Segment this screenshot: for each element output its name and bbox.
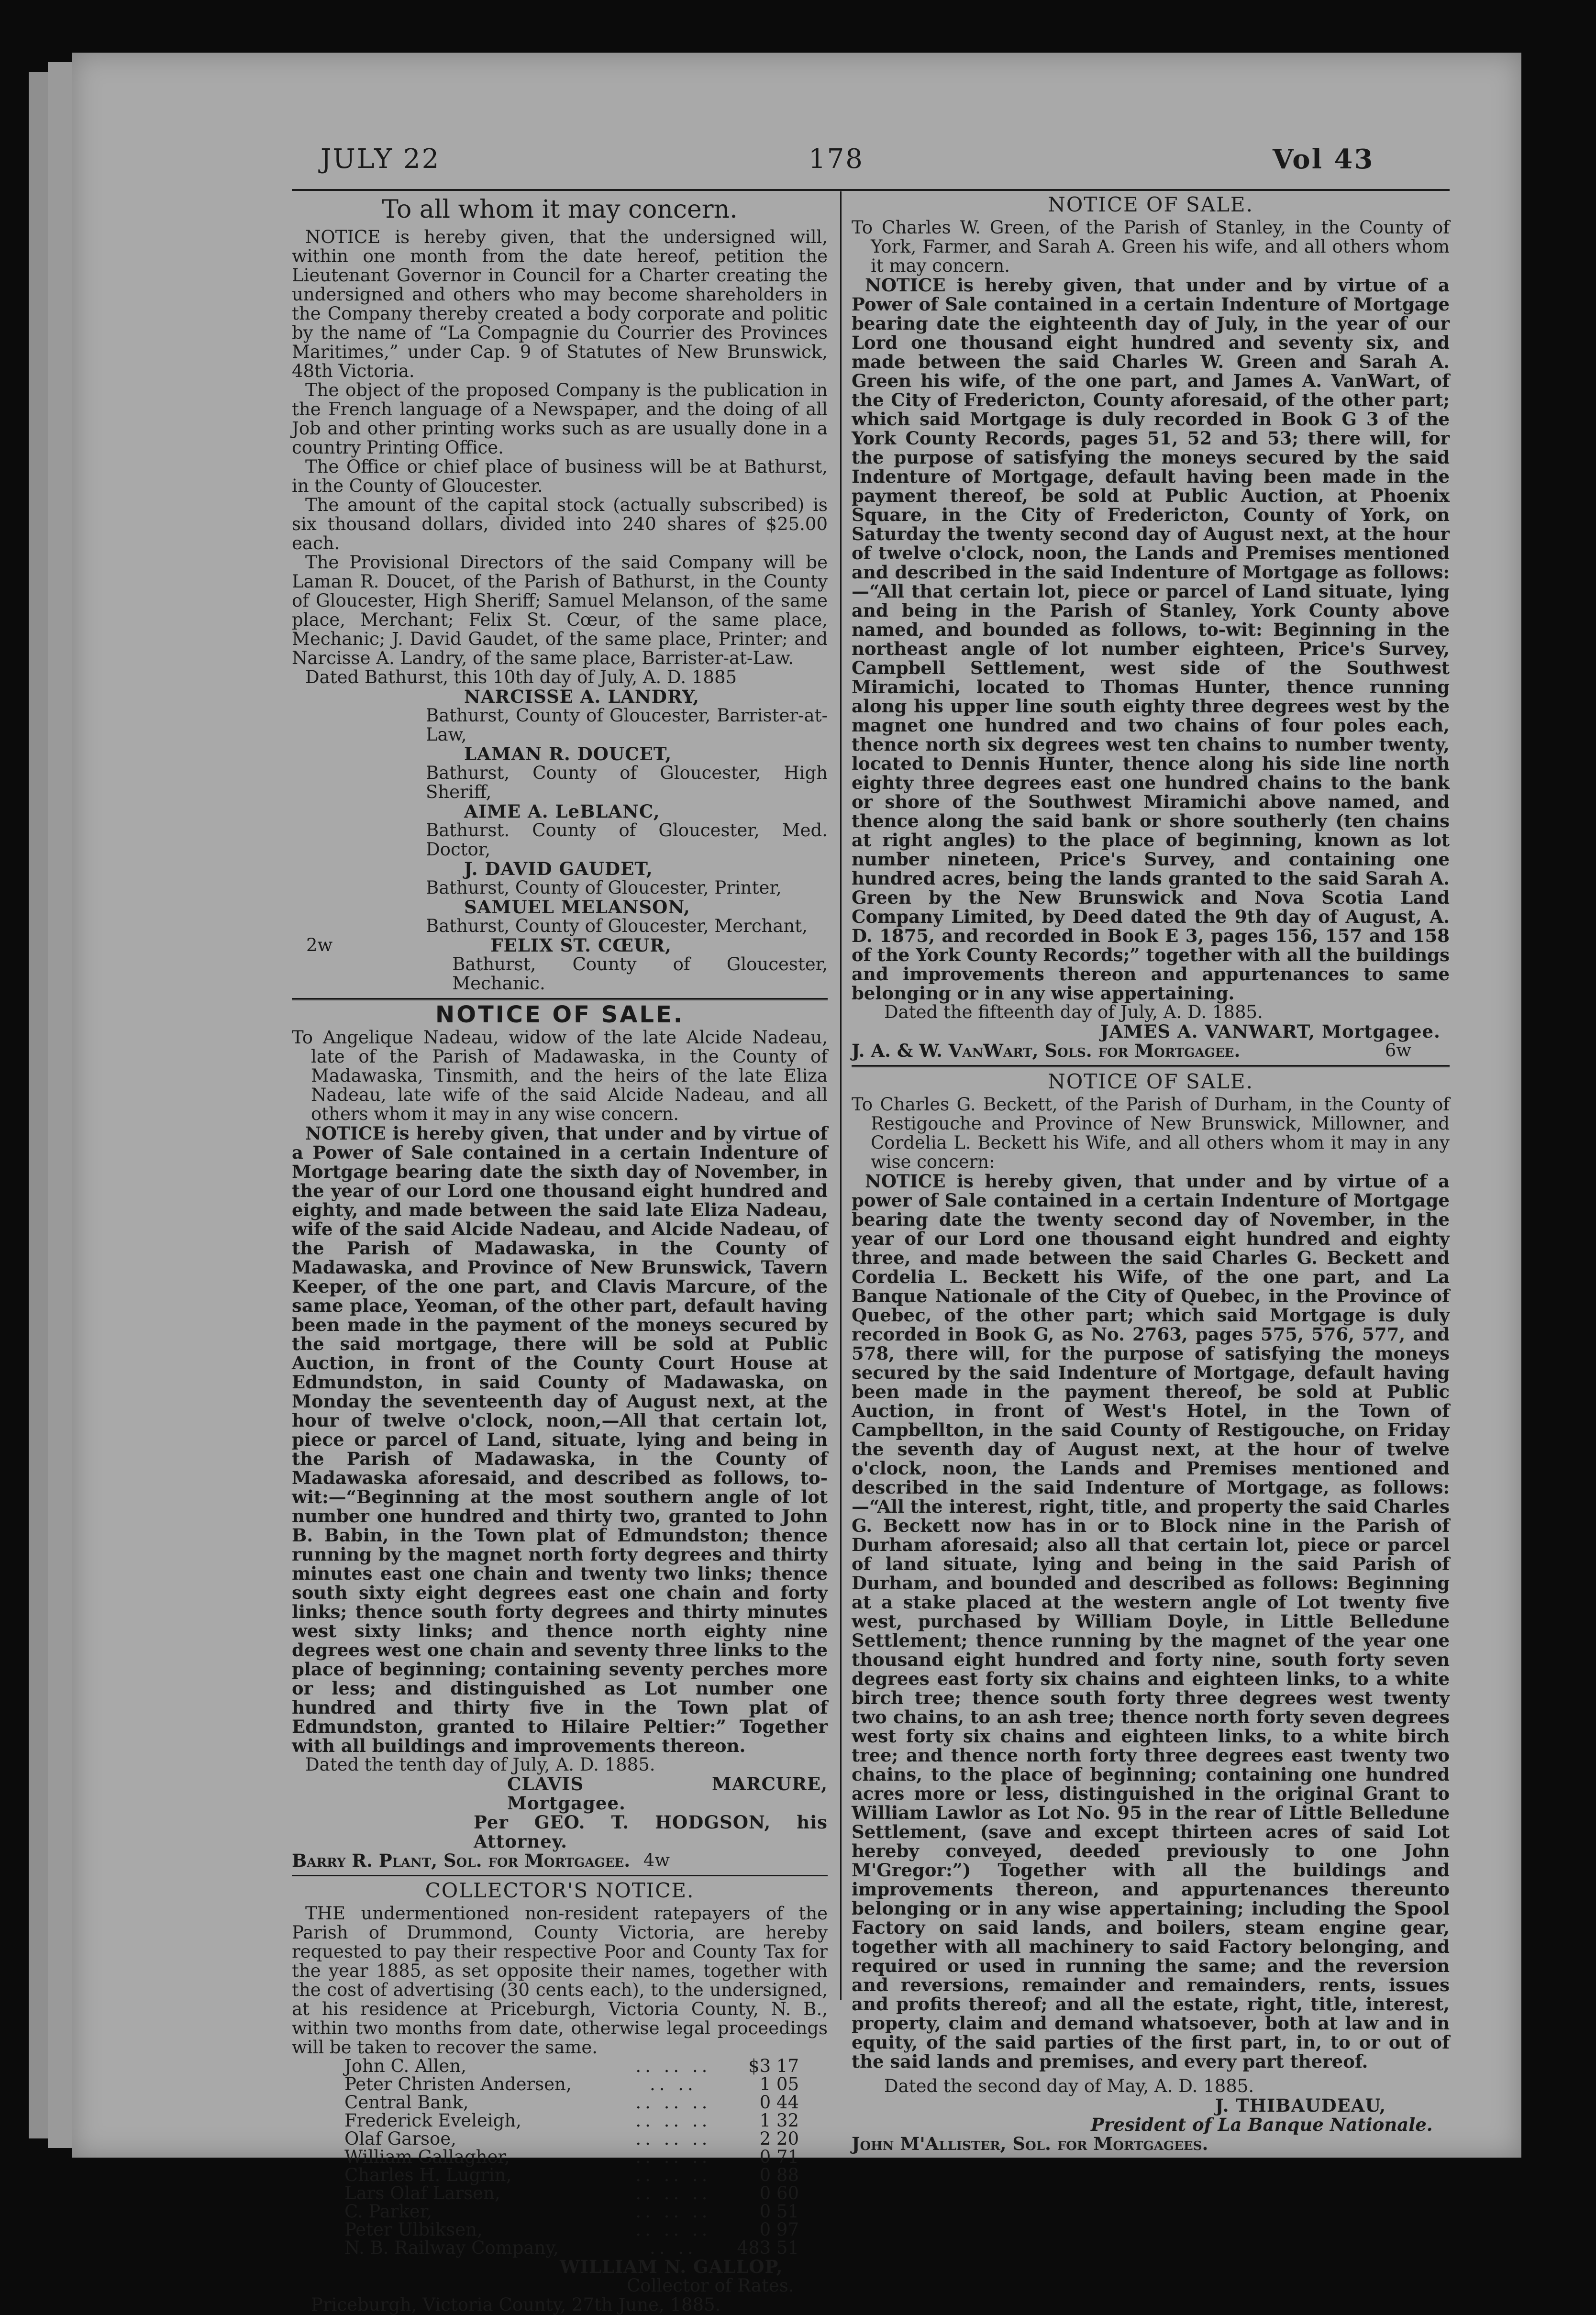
collector-name: WILLIAM N. GALLOP,	[560, 2256, 783, 2277]
ratepayer-name: N. B. Railway Company,	[344, 2237, 559, 2258]
header-date: JULY 22	[321, 144, 441, 175]
york-sale-notice	[852, 195, 1450, 1060]
ratepayer-name: Peter Christen Andersen,	[344, 2074, 572, 2094]
header-rule	[292, 189, 1450, 191]
table-row	[292, 2239, 828, 2257]
tax-amount: 0 51	[759, 2201, 799, 2222]
collectors-notice-body: THE undermentioned non-resident ratepayers of the Parish of Drummond, County Victoria, are hereby requested to pay their respective Poor and County Tax for the year 1885, as set opposite their names, together with the cost of advertising (30 cents each), to the undersigned, at his residence at Priceburgh, Victoria County, N. B., within two months from date, otherwise legal proceedings will be taken to recover the same.	[292, 1903, 828, 2058]
madawaska-sale-solicitor-row	[292, 1851, 828, 1870]
article-divider	[292, 998, 828, 1000]
incorporation-notice-title: To all whom it may concern.	[382, 195, 738, 224]
newspaper-page	[72, 53, 1521, 2315]
leader-dots: .. ..	[649, 2237, 697, 2258]
restigouche-sale-signer: J. THIBAUDEAU,	[1215, 2095, 1386, 2116]
york-sale-addressee: To Charles W. Green, of the Parish of Stanley, in the County of York, Farmer, and Sarah A. Green his wife, and all others whom it may concern.	[852, 217, 1450, 276]
table-row	[292, 2093, 828, 2112]
signatory	[292, 744, 828, 802]
madawaska-sale-notice	[292, 1001, 828, 1871]
leader-dots: .. .. ..	[635, 2128, 711, 2149]
leader-dots: .. .. ..	[635, 2110, 711, 2131]
signatory-name: J. DAVID GAUDET,	[464, 858, 653, 879]
ratepayer-name: C. Parker,	[344, 2201, 432, 2222]
signatory-block	[332, 936, 828, 993]
leader-dots: .. .. ..	[635, 2147, 711, 2167]
column-divider	[840, 191, 842, 2000]
signatory	[292, 687, 828, 744]
table-row	[292, 2148, 828, 2166]
york-sale-dated: Dated the fifteenth day of July, A. D. 1885.	[884, 1002, 1263, 1022]
incorporation-notice	[292, 195, 828, 993]
collectors-notice-place-date: Priceburgh, Victoria County, 27th June, 1885.	[311, 2294, 721, 2315]
madawaska-sale-addressee: To Angelique Nadeau, widow of the late Alcide Nadeau, late of the Parish of Madawaska, in the County of Madawaska, Tinsmith, and the heirs of the late Eliza Nadeau, late wife of the said Alcide Nadeau, and all others whom it may in any wise concern.	[292, 1027, 828, 1124]
collectors-notice-title: COLLECTOR'S NOTICE.	[425, 1879, 695, 1902]
leader-dots: .. .. ..	[635, 2056, 711, 2076]
tax-amount: 0 71	[759, 2147, 799, 2167]
incorporation-notice-para: The object of the proposed Company is the publication in the French language of a Newspaper, and the doing of all Job and other printing works such as are usually done in a country Printing Office.	[292, 380, 828, 458]
left-column	[292, 192, 828, 2315]
incorporation-notice-para: NOTICE is hereby given, that the undersigned will, within one month from the date hereof, petition the Lieutenant Governor in Council for a Charter creating the undersigned and others who may become shareholders in the Company thereby created a body corporate and politic by the name of “La Compagnie du Courrier des Provinces Maritimes,” under Cap. 9 of Statutes of New Brunswick, 48th Victoria.	[292, 227, 828, 381]
leader-dots: .. .. ..	[635, 2092, 711, 2113]
signatory-name: SAMUEL MELANSON,	[464, 897, 690, 918]
incorporation-notice-para: The Office or chief place of business will be at Bathurst, in the County of Gloucester.	[292, 456, 828, 496]
table-row	[292, 2203, 828, 2221]
madawaska-sale-body: NOTICE is hereby given, that under and by virtue of a Power of Sale contained in a certain Indenture of Mortgage bearing date the sixth day of November, in the year of our Lord one thousand eight hundred and eighty, and made between the said late Eliza Nadeau, wife of the said Alcide Nadeau, and Alcide Nadeau, of the Parish of Madawaska, in the County of Madawaska, and Province of New Brunswick, Tavern Keeper, of the one part, and Clavis Marcure, of the same place, Yeoman, of the other part, default having been made in the payment of the moneys secured by the said mortgage, there will be sold at Public Auction, in front of the County Court House at Edmundston, in said County of Madawaska, on Monday the seventeenth day of August next, at the hour of twelve o'clock, noon,—All that certain lot, piece or parcel of Land, situate, lying and being in the Parish of Madawaska, in the County of Madawaska aforesaid, and described as follows, to-wit:—“Beginning at the most southern angle of lot number one hundred and thirty two, granted to John B. Babin, in the Town plat of Edmundston; thence running by the magnet north forty degrees and thirty minutes east one chain and twenty two links; thence south sixty eight degrees east one chain and forty links; thence south forty degrees and thirty minutes west sixty links; and thence north eighty nine degrees west one chain and seventy three links to the place of beginning; containing seventy perches more or less; and distinguished as Lot number one hundred and thirty five in the Town plat of Edmundston, granted to Hilaire Peltier:” Together with all buildings and improvements thereon.	[292, 1123, 828, 1756]
restigouche-sale-solicitor: John M'Allister, Sol. for Mortgagees.	[852, 2133, 1208, 2154]
signatory-desc: Bathurst, County of Gloucester, High Sheriff,	[426, 763, 828, 802]
signatory-name: NARCISSE A. LANDRY,	[464, 686, 699, 707]
signatory-name: FELIX ST. CŒUR,	[490, 935, 672, 956]
restigouche-sale-notice	[852, 1072, 1450, 2153]
tax-amount: 1 05	[759, 2074, 799, 2094]
signatory-desc: Bathurst, County of Gloucester, Merchant,	[426, 916, 808, 936]
incorporation-notice-dated: Dated Bathurst, this 10th day of July, A. D. 1885	[305, 667, 737, 687]
restigouche-sale-addressee: To Charles G. Beckett, of the Parish of Durham, in the County of Restigouche and Province of New Brunswick, Millowner, and Cordelia L. Beckett his Wife, and all others whom it may in any wise concern:	[852, 1094, 1450, 1172]
madawaska-sale-attorney: Per GEO. T. HODGSON, his Attorney.	[474, 1812, 828, 1852]
insertion-count: 2w	[306, 935, 333, 955]
ratepayer-table	[292, 2057, 828, 2257]
collector-title: Collector of Rates.	[627, 2275, 794, 2296]
signatory	[292, 802, 828, 859]
tax-amount: 0 44	[759, 2092, 799, 2113]
ratepayer-name: William Gallagher,	[344, 2147, 510, 2167]
leader-dots: .. .. ..	[635, 2165, 711, 2185]
signatory	[292, 897, 828, 936]
article-divider	[292, 1875, 828, 1876]
signatory-desc: Bathurst, County of Gloucester, Printer,	[426, 877, 782, 898]
signatory-desc: Bathurst. County of Gloucester, Med. Doctor,	[426, 820, 828, 860]
table-row	[292, 2057, 828, 2075]
ratepayer-name: John C. Allen,	[344, 2056, 466, 2076]
tax-amount: 0 60	[759, 2183, 799, 2204]
madawaska-sale-mortgagee: CLAVIS MARCURE, Mortgagee.	[507, 1773, 828, 1814]
table-row	[292, 2221, 828, 2239]
restigouche-sale-signer-title: President of La Banque Nationale.	[1091, 2114, 1433, 2135]
york-sale-mortgagee: JAMES A. VANWART, Mortgagee.	[1100, 1021, 1441, 1042]
leader-dots: .. .. ..	[635, 2201, 711, 2222]
collectors-notice	[292, 1881, 828, 2315]
tax-amount: 0 97	[759, 2219, 799, 2240]
header-volume: Vol 43	[1273, 144, 1374, 175]
york-sale-solicitor: J. A. & W. VanWart, Sols. for Mortgagee.	[852, 1040, 1241, 1061]
ratepayer-name: Olaf Garsoe,	[344, 2128, 456, 2149]
table-row	[292, 2130, 828, 2148]
tax-amount: 483 51	[737, 2237, 799, 2258]
ratepayer-name: Peter Ulbiksen,	[344, 2219, 483, 2240]
ratepayer-name: Central Bank,	[344, 2092, 469, 2113]
leader-dots: .. .. ..	[635, 2183, 711, 2204]
ratepayer-name: Frederick Eveleigh,	[344, 2110, 521, 2131]
signatory-desc: Bathurst, County of Gloucester, Barrister-at-Law,	[426, 705, 828, 745]
leader-dots: .. ..	[649, 2074, 697, 2094]
tax-amount: 2 20	[759, 2128, 799, 2149]
york-sale-title: NOTICE OF SALE.	[1048, 193, 1253, 216]
leader-dots: .. .. ..	[635, 2219, 711, 2240]
insertion-count: 6w	[1385, 1040, 1411, 1061]
right-column	[852, 195, 1450, 2153]
madawaska-sale-solicitor: Barry R. Plant, Sol. for Mortgagee.	[292, 1850, 631, 1871]
incorporation-notice-para: The amount of the capital stock (actually subscribed) is six thousand dollars, divided into 240 shares of $25.00 each.	[292, 495, 828, 554]
table-row	[292, 2075, 828, 2093]
tax-amount: 1 32	[759, 2110, 799, 2131]
signatory	[292, 936, 828, 993]
signatory-desc: Bathurst, County of Gloucester, Mechanic.	[452, 954, 828, 994]
york-sale-solicitor-row	[852, 1041, 1450, 1060]
table-row	[292, 2166, 828, 2184]
incorporation-notice-para: The Provisional Directors of the said Company will be Laman R. Doucet, of the Parish of Bathurst, in the County of Gloucester, High Sheriff; Samuel Melanson, of the same place, Merchant; Felix St. Cœur, of the same place, Mechanic; J. David Gaudet, of the same place, Printer; and Narcisse A. Landry, of the same place, Barrister-at-Law.	[292, 552, 828, 668]
signatory-name: LAMAN R. DOUCET,	[464, 743, 672, 764]
ratepayer-name: Lars Olaf Larsen,	[344, 2183, 500, 2204]
signatory-name: AIME A. LeBLANC,	[464, 801, 660, 822]
restigouche-sale-dated: Dated the second day of May, A. D. 1885.	[884, 2076, 1254, 2096]
tax-amount: $3 17	[748, 2056, 799, 2076]
york-sale-body: NOTICE is hereby given, that under and by virtue of a Power of Sale contained in a certain Indenture of Mortgage bearing date the eighteenth day of July, in the year of our Lord one thousand eight hundred and seventy six, and made between the said Charles W. Green and Sarah A. Green his wife, of the one part, and James A. VanWart, of the City of Fredericton, County aforesaid, of the other part; which said Mortgage is duly recorded in Book G 3 of the York County Records, pages 51, 52 and 53; there will, for the purpose of satisfying the moneys secured by the said Indenture of Mortgage, default having been made in the payment thereof, be sold at Public Auction, at Phoenix Square, in the City of Fredericton, County of York, on Saturday the twenty second day of August next, at the hour of twelve o'clock, noon, the Lands and Premises mentioned and described in the said Indenture of Mortgage as follows:—“All that certain lot, piece or parcel of Land situate, lying and being in the Parish of Stanley, York County above named, and bounded as follows, to-wit: Beginning in the northeast angle of lot number eighteen, Price's Survey, Campbell Settlement, west side of the Southwest Miramichi, located to Thomas Hunter, thence running along his upper line south eighty three degrees west by the magnet one hundred and two chains of four poles each, thence north six degrees west ten chains to number twenty, located to Dennis Hunter, thence along his side line north eighty three degrees east one hundred chains to the bank or shore of the Southwest Miramichi above named, and thence along the said bank or shore southerly (ten chains at right angles) to the place of beginning, known as lot number nineteen, Price's Survey, and containing one hundred acres, being the lands granted to the said Sarah A. Green by the New Brunswick and Nova Scotia Land Company Limited, by Deed dated the 9th day of August, A. D. 1875, and recorded in Book E 3, pages 156, 157 and 158 of the York County Records;” together with all the buildings and improvements thereon and appurtenances to same belonging or in any wise appertaining.	[852, 275, 1450, 1004]
ratepayer-name: Charles H. Lugrin,	[344, 2165, 512, 2185]
article-divider	[852, 1065, 1450, 1067]
signatory	[292, 859, 828, 897]
table-row	[292, 2112, 828, 2130]
restigouche-sale-title: NOTICE OF SALE.	[1048, 1070, 1253, 1093]
tax-amount: 0 88	[759, 2165, 799, 2185]
restigouche-sale-body: NOTICE is hereby given, that under and by virtue of a power of Sale contained in a certain Indenture of Mortgage bearing date the twenty second day of November, in the year of our Lord one thousand eight hundred and eighty three, and made between the said Charles G. Beckett and Cordelia L. Beckett his Wife, of the one part, and La Banque Nationale of the City of Quebec, in the Province of Quebec, of the other part; which said Mortgage is duly recorded in Book G, as No. 2763, pages 575, 576, 577, and 578, there will, for the purpose of satisfying the moneys secured by the said Indenture of Mortgage, default having been made in the payment thereof, be sold at Public Auction, in front of West's Hotel, in the Town of Campbellton, in the said County of Restigouche, on Friday the seventh day of August next, at the hour of twelve o'clock, noon, the Lands and Premises mentioned and described in the said Indenture of Mortgage, as follows:—“All the interest, right, title, and property the said Charles G. Beckett now has in or to Block nine in the Parish of Durham aforesaid; also all that certain lot, piece or parcel of land situate, lying and being in the said Parish of Durham, and bounded and described as follows: Beginning at a stake placed at the western angle of Lot twenty five west, purchased by William Doyle, in Little Belledune Settlement; thence running by the magnet of the year one thousand eight hundred and forty nine, south forty seven degrees east forty six chains and eighteen links, to a white birch tree; thence south forty three degrees west twenty two chains, to an ash tree; thence north forty seven degrees west forty six chains and eighteen links, to a white birch tree; and thence north forty three degrees east twenty two chains, to the place of beginning; containing one hundred acres more or less, distinguished in the original Grant to William Lawlor as Lot No. 95 in the rear of Little Belledune Settlement, (save and except thirteen acres of said Lot hereby conveyed, deeded previously to one John M'Gregor:”) Together with all the buildings and improvements thereon, and appurtenances thereunto belonging or in any wise appertaining; including the Spool Factory on said lands, and boilers, steam engine gear, together with all machinery to said Factory belonging, and required or used in running the same; and the reversion and reversions, remainder and remainders, rents, issues and profits thereof; and all the estate, right, title, interest, property, claim and demand whatsoever, both at law and in equity, of the said parties of the first part, in, to or out of the said lands and premises, and every part thereof.	[852, 1171, 1450, 2072]
insertion-count: 4w	[643, 1850, 670, 1871]
header-page-number: 178	[809, 144, 864, 175]
table-row	[292, 2184, 828, 2203]
madawaska-sale-dated: Dated the tenth day of July, A. D. 1885.	[305, 1754, 655, 1775]
madawaska-sale-title: NOTICE OF SALE.	[435, 1001, 684, 1028]
